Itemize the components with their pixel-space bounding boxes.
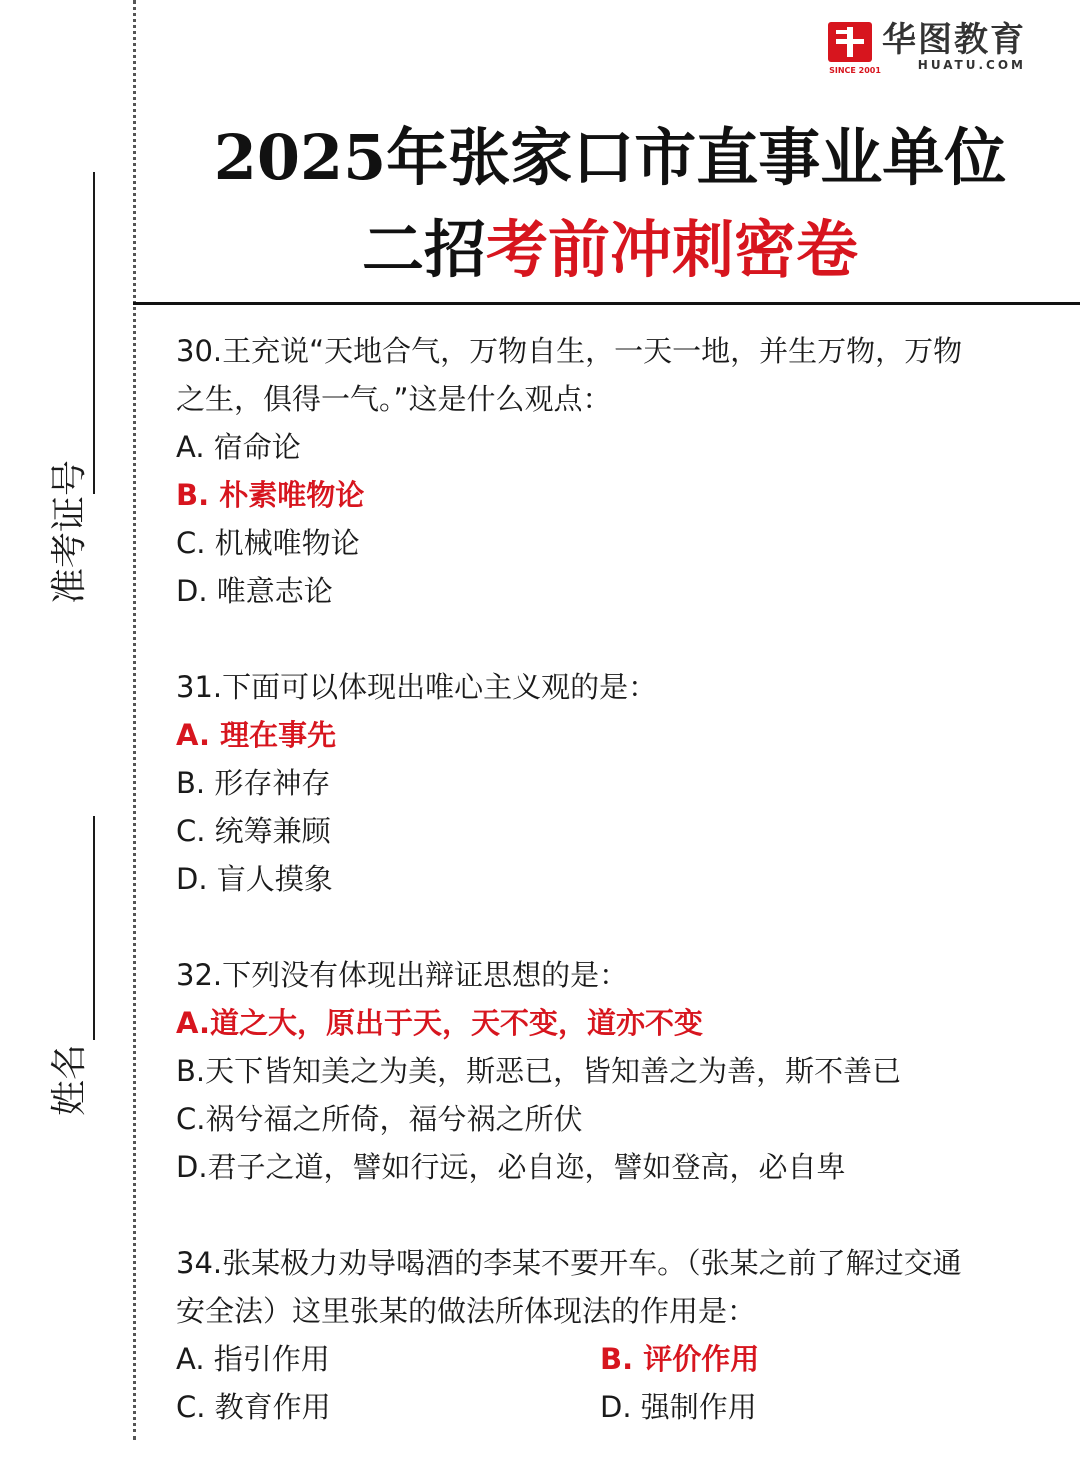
option-a-correct: A. 理在事先 xyxy=(176,718,337,752)
title-line-2-black: 二招 xyxy=(361,213,486,286)
title-line-1: 2025年张家口市直事业单位 xyxy=(213,121,1007,194)
logo-since: SINCE 2001 xyxy=(829,66,881,75)
option-c: C. 统筹兼顾 xyxy=(176,814,331,848)
logo-name-en: HUATU.COM xyxy=(917,58,1026,72)
page-title xyxy=(140,112,1080,296)
option-d: D. 强制作用 xyxy=(600,1390,757,1424)
exam-id-label: 准考证号 xyxy=(49,459,90,604)
option-d: D. 唯意志论 xyxy=(176,574,333,608)
option-d: D. 盲人摸象 xyxy=(176,862,333,896)
question-32 xyxy=(176,951,1036,1191)
option-b: B.天下皆知美之为美，斯恶已，皆知善之为善，斯不善已 xyxy=(176,1054,902,1088)
option-c: C. 教育作用 xyxy=(176,1390,331,1424)
name-label: 姓名 xyxy=(49,1043,90,1116)
option-a-correct: A.道之大，原出于天，天不变，道亦不变 xyxy=(176,1006,703,1040)
question-text: 31.下面可以体现出唯心主义观的是： xyxy=(176,670,658,704)
question-text: 30.王充说“天地合气，万物自生，一天一地，并生万物，万物 xyxy=(176,334,963,368)
question-31 xyxy=(176,663,1036,903)
exam-id-write-line xyxy=(93,172,95,494)
title-line-2 xyxy=(140,204,1080,296)
question-text: 34.张某极力劝导喝酒的李某不要开车。（张某之前了解过交通 xyxy=(176,1246,962,1280)
option-b-correct: B. 评价作用 xyxy=(600,1342,760,1376)
option-d: D.君子之道，譬如行远，必自迩，譬如登高，必自卑 xyxy=(176,1150,846,1184)
question-list xyxy=(176,327,1036,1479)
option-b: B. 形存神存 xyxy=(176,766,331,800)
option-b-correct: B. 朴素唯物论 xyxy=(176,478,365,512)
question-text: 之生，俱得一气。”这是什么观点： xyxy=(176,382,612,416)
title-line-2-red: 考前冲刺密卷 xyxy=(486,213,859,286)
question-34 xyxy=(176,1239,1036,1431)
huatu-logo-mark-icon xyxy=(828,22,872,62)
option-grid xyxy=(176,1335,1036,1431)
question-text: 安全法）这里张某的做法所体现法的作用是： xyxy=(176,1294,757,1328)
option-c: C. 机械唯物论 xyxy=(176,526,360,560)
binding-dotted-line xyxy=(133,0,136,1440)
question-text: 32.下列没有体现出辩证思想的是： xyxy=(176,958,629,992)
header-rule xyxy=(133,302,1080,305)
huatu-logo xyxy=(828,22,1058,78)
option-a: A. 宿命论 xyxy=(176,430,301,464)
option-a: A. 指引作用 xyxy=(176,1342,330,1376)
question-30 xyxy=(176,327,1036,615)
option-c: C.祸兮福之所倚，福兮祸之所伏 xyxy=(176,1102,583,1136)
logo-name-cn: 华图教育 xyxy=(882,20,1026,60)
name-write-line xyxy=(93,816,95,1040)
